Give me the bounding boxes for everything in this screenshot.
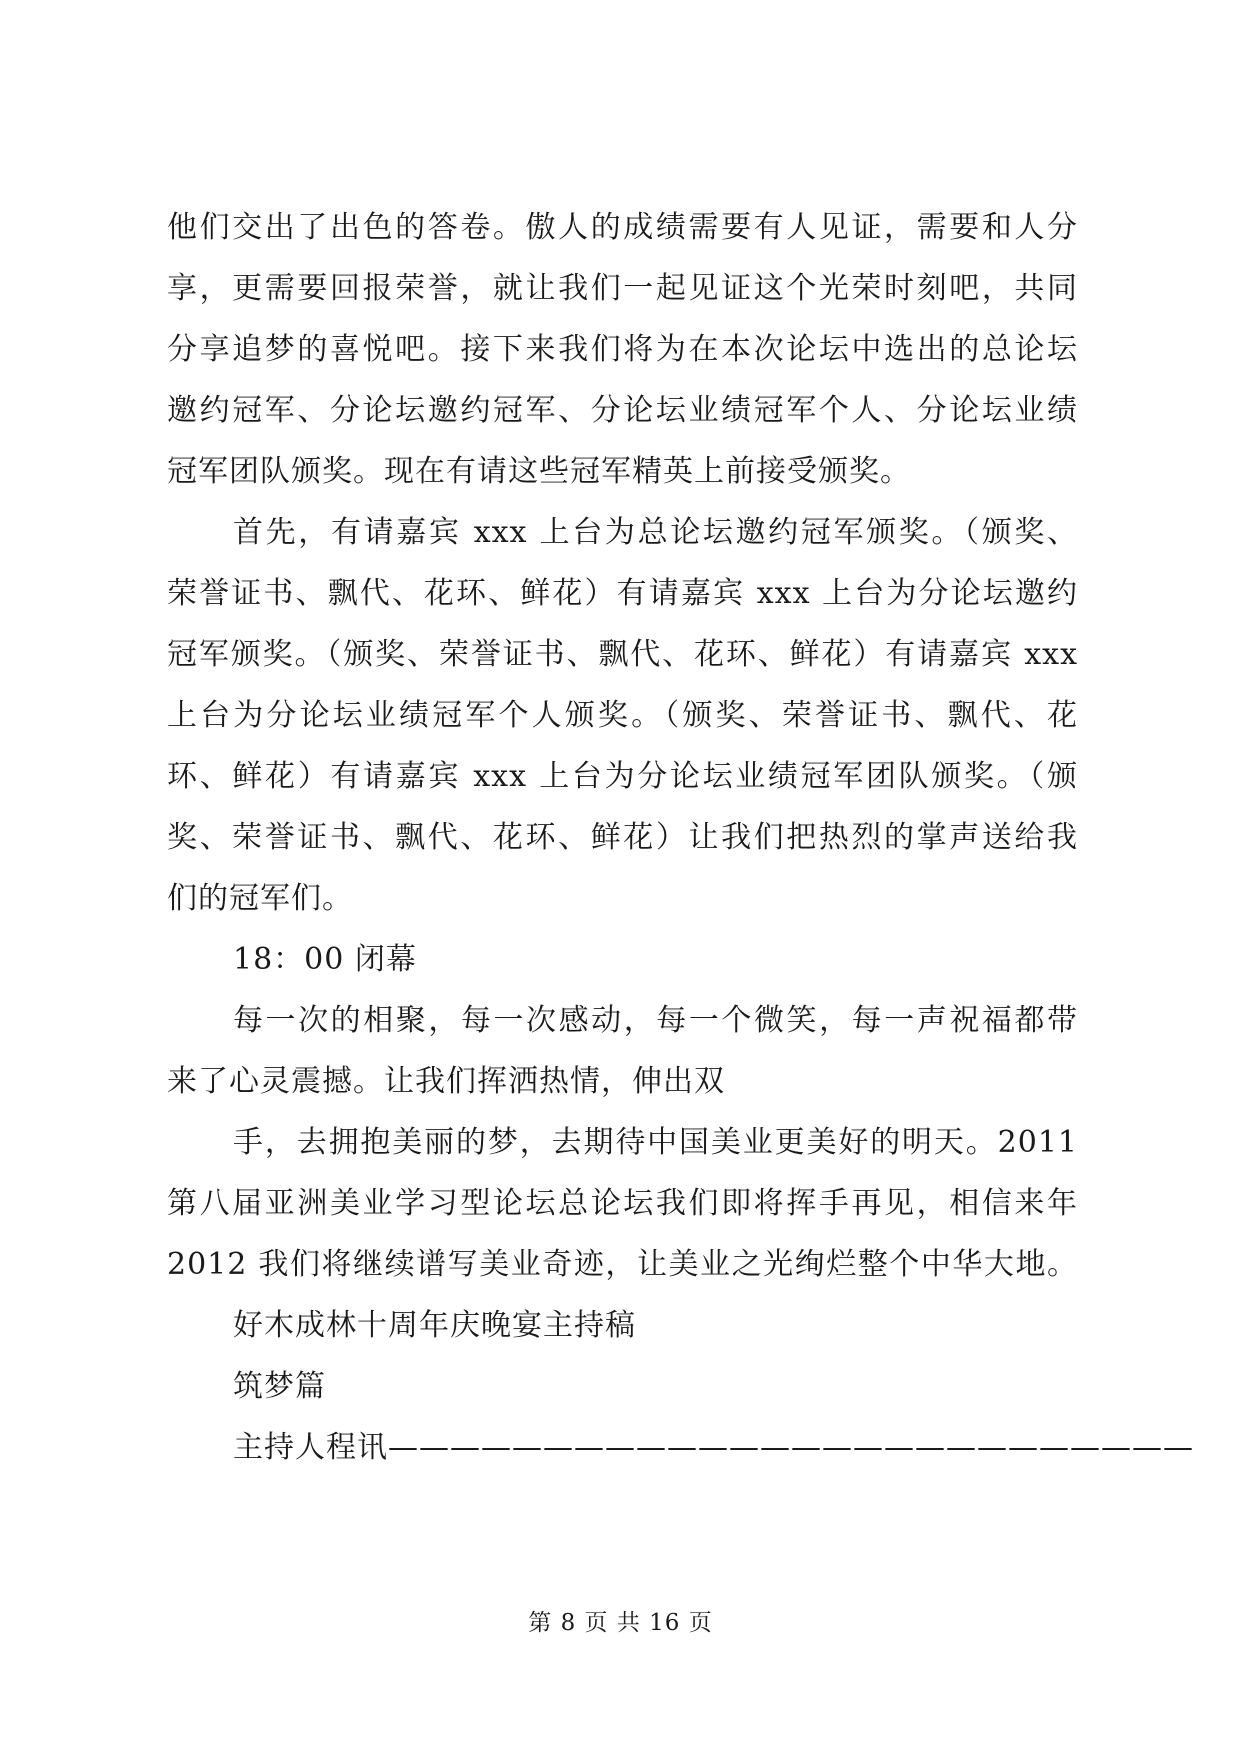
body-line: 分享追梦的喜悦吧。接下来我们将为在本次论坛中选出的总论坛: [167, 332, 1078, 367]
body-line: 2012 我们将继续谱写美业奇迹，让美业之光绚烂整个中华大地。: [167, 1247, 1078, 1282]
body-line: 每一次的相聚，每一次感动，每一个微笑，每一声祝福都带: [233, 1003, 1078, 1038]
body-line: 来了心灵震撼。让我们挥洒热情，伸出双: [167, 1064, 725, 1099]
body-line: 冠军团队颁奖。现在有请这些冠军精英上前接受颁奖。: [167, 454, 911, 489]
body-line: 们的冠军们。: [167, 881, 353, 916]
body-line: 他们交出了出色的答卷。傲人的成绩需要有人见证，需要和人分: [167, 210, 1078, 245]
body-line: 上台为分论坛业绩冠军个人颁奖。（颁奖、荣誉证书、飘代、花: [167, 698, 1078, 733]
body-line: 冠军颁奖。（颁奖、荣誉证书、飘代、花环、鲜花）有请嘉宾 xxx: [167, 637, 1078, 672]
body-line: 首先，有请嘉宾 xxx 上台为总论坛邀约冠军颁奖。（颁奖、: [233, 515, 1078, 550]
section-title: 好木成林十周年庆晚宴主持稿: [233, 1308, 636, 1343]
time-heading: 18：00 闭幕: [233, 942, 417, 977]
section-subtitle: 筑梦篇: [233, 1369, 326, 1404]
body-line: 荣誉证书、飘代、花环、鲜花）有请嘉宾 xxx 上台为分论坛邀约: [167, 576, 1078, 611]
body-line: 邀约冠军、分论坛邀约冠军、分论坛业绩冠军个人、分论坛业绩: [167, 393, 1078, 428]
host-line: 主持人程讯——————————————————————————: [233, 1430, 1194, 1465]
body-line: 享，更需要回报荣誉，就让我们一起见证这个光荣时刻吧，共同: [167, 271, 1078, 306]
body-line: 手，去拥抱美丽的梦，去期待中国美业更美好的明天。2011: [233, 1125, 1078, 1160]
body-line: 奖、荣誉证书、飘代、花环、鲜花）让我们把热烈的掌声送给我: [167, 820, 1078, 855]
body-line: 环、鲜花）有请嘉宾 xxx 上台为分论坛业绩冠军团队颁奖。（颁: [167, 759, 1078, 794]
body-line: 第八届亚洲美业学习型论坛总论坛我们即将挥手再见，相信来年: [167, 1186, 1078, 1221]
page-number: 第 8 页 共 16 页: [528, 1610, 713, 1636]
